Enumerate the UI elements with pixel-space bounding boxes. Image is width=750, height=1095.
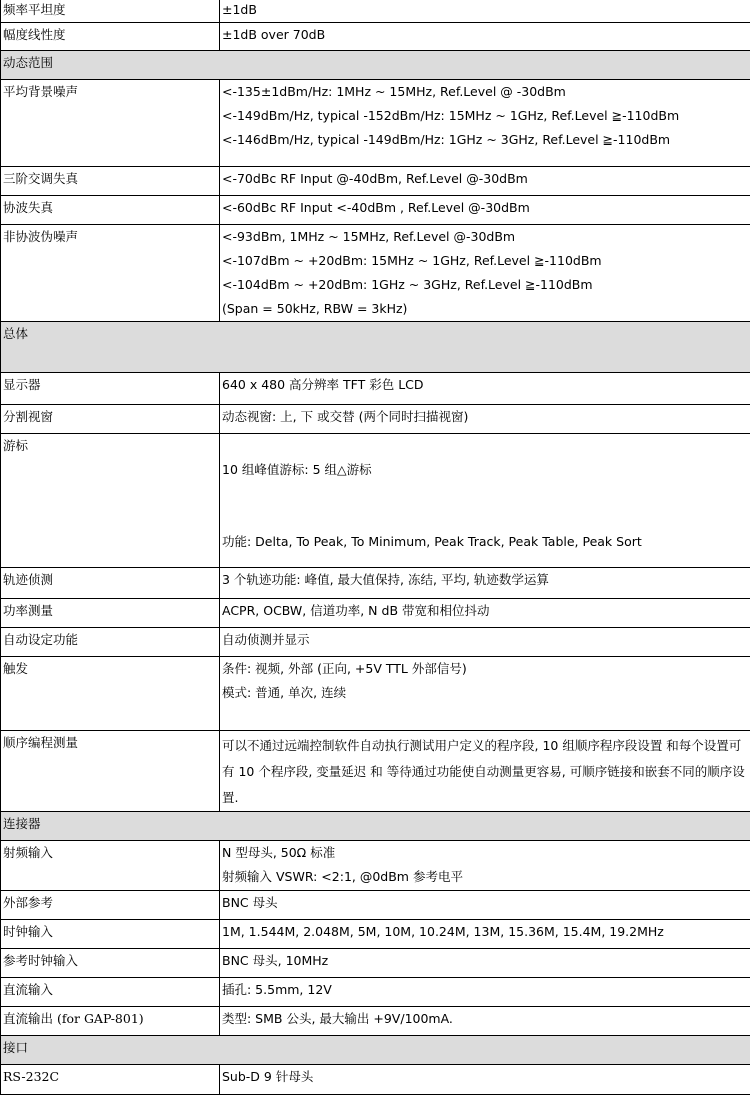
spec-label: 幅度线性度 <box>1 23 220 51</box>
spec-value-line: 自动侦测并显示 <box>222 628 750 652</box>
spec-row <box>1 225 750 322</box>
spec-value <box>220 23 750 51</box>
spec-label: 功率测量 <box>1 599 220 628</box>
spec-label: 平均背景噪声 <box>1 80 220 167</box>
spec-row <box>1 657 750 731</box>
spec-paragraph: 可以不通过远端控制软件自动执行测试用户定义的程序段, 10 组顺序程序段设置 和每个设置可有 10 个程序段, 变量延迟 和 等待通过功能使自动测量更容易, 可顺序链接和嵌套不同的顺序设置. <box>222 731 750 811</box>
spec-value-line: 插孔: 5.5mm, 12V <box>222 978 750 1002</box>
spec-value <box>220 225 750 322</box>
spec-value-line: N 型母头, 50Ω 标准 <box>222 841 750 865</box>
spec-row <box>1 1007 750 1036</box>
spec-value-line: <-107dBm ~ +20dBm: 15MHz ~ 1GHz, Ref.Level ≧-110dBm <box>222 249 750 273</box>
spec-value <box>220 599 750 628</box>
spec-value-line: BNC 母头, 10MHz <box>222 949 750 973</box>
spec-row <box>1 434 750 568</box>
spec-label: 非协波伪噪声 <box>1 225 220 322</box>
spec-value-line: 640 x 480 高分辨率 TFT 彩色 LCD <box>222 373 750 397</box>
spec-row <box>1 599 750 628</box>
spec-value-line: <-146dBm/Hz, typical -149dBm/Hz: 1GHz ~ 3GHz, Ref.Level ≧-110dBm <box>222 128 750 152</box>
spec-label: 顺序编程测量 <box>1 731 220 812</box>
spec-label: 触发 <box>1 657 220 731</box>
spec-value-line <box>222 506 750 530</box>
spec-value <box>220 1065 750 1095</box>
section-row <box>1 812 750 841</box>
spec-value <box>220 167 750 196</box>
spec-value-line: 动态视窗: 上, 下 或交替 (两个同时扫描视窗) <box>222 405 750 429</box>
section-row <box>1 51 750 80</box>
spec-value-line <box>222 434 750 458</box>
section-heading: 总体 <box>1 322 750 373</box>
spec-row <box>1 1065 750 1095</box>
spec-label: RS-232C <box>1 1065 220 1095</box>
spec-label: 频率平坦度 <box>1 0 220 23</box>
spec-value <box>220 196 750 225</box>
spec-row <box>1 167 750 196</box>
spec-label: 时钟输入 <box>1 920 220 949</box>
spec-value-line: <-93dBm, 1MHz ~ 15MHz, Ref.Level @-30dBm <box>222 225 750 249</box>
spec-label: 外部参考 <box>1 891 220 920</box>
spec-value-line <box>222 705 750 729</box>
spec-label: 自动设定功能 <box>1 628 220 657</box>
spec-row <box>1 731 750 812</box>
spec-label: 协波失真 <box>1 196 220 225</box>
spec-value-line: 功能: Delta, To Peak, To Minimum, Peak Track, Peak Table, Peak Sort <box>222 530 750 554</box>
section-row <box>1 1036 750 1065</box>
spec-value <box>220 978 750 1007</box>
spec-value-line: 射频输入 VSWR: <2:1, @0dBm 参考电平 <box>222 865 750 889</box>
section-heading: 动态范围 <box>1 51 750 80</box>
spec-row <box>1 80 750 167</box>
spec-row <box>1 373 750 405</box>
spec-label: 射频输入 <box>1 841 220 891</box>
spec-value <box>220 731 750 812</box>
spec-value-line: ±1dB over 70dB <box>222 23 750 47</box>
spec-value <box>220 891 750 920</box>
spec-row <box>1 891 750 920</box>
spec-row <box>1 949 750 978</box>
spec-value <box>220 80 750 167</box>
spec-value-line: <-149dBm/Hz, typical -152dBm/Hz: 15MHz ~ 1GHz, Ref.Level ≧-110dBm <box>222 104 750 128</box>
spec-value <box>220 920 750 949</box>
spec-value <box>220 1007 750 1036</box>
spec-value <box>220 405 750 434</box>
spec-value-line: 条件: 视频, 外部 (正向, +5V TTL 外部信号) <box>222 657 750 681</box>
spec-label: 轨迹侦测 <box>1 568 220 599</box>
spec-row <box>1 841 750 891</box>
spec-value-line: <-70dBc RF Input @-40dBm, Ref.Level @-30dBm <box>222 167 750 191</box>
spec-value <box>220 0 750 23</box>
spec-value <box>220 628 750 657</box>
spec-row <box>1 568 750 599</box>
spec-value-line <box>222 482 750 506</box>
spec-value-line: ±1dB <box>222 0 750 22</box>
spec-row <box>1 978 750 1007</box>
spec-label: 分割视窗 <box>1 405 220 434</box>
section-heading: 接口 <box>1 1036 750 1065</box>
spec-value-line: 10 组峰值游标: 5 组△游标 <box>222 458 750 482</box>
spec-row <box>1 628 750 657</box>
spec-value <box>220 949 750 978</box>
spec-value-line: 3 个轨迹功能: 峰值, 最大值保持, 冻结, 平均, 轨迹数学运算 <box>222 568 750 592</box>
spec-value-line: 1M, 1.544M, 2.048M, 5M, 10M, 10.24M, 13M, 15.36M, 15.4M, 19.2MHz <box>222 920 750 944</box>
spec-value-line: <-135±1dBm/Hz: 1MHz ~ 15MHz, Ref.Level @ -30dBm <box>222 80 750 104</box>
spec-value-line: <-104dBm ~ +20dBm: 1GHz ~ 3GHz, Ref.Level ≧-110dBm <box>222 273 750 297</box>
spec-value <box>220 434 750 568</box>
section-heading: 连接器 <box>1 812 750 841</box>
spec-row <box>1 23 750 51</box>
spec-value <box>220 657 750 731</box>
spec-value <box>220 373 750 405</box>
spec-value-line: 类型: SMB 公头, 最大输出 +9V/100mA. <box>222 1007 750 1031</box>
spec-label: 直流输出 (for GAP-801) <box>1 1007 220 1036</box>
spec-value-line: Sub-D 9 针母头 <box>222 1065 750 1089</box>
spec-value-line: BNC 母头 <box>222 891 750 915</box>
spec-row <box>1 0 750 23</box>
spec-value <box>220 841 750 891</box>
spec-label: 游标 <box>1 434 220 568</box>
spec-value-line: <-60dBc RF Input <-40dBm , Ref.Level @-30dBm <box>222 196 750 220</box>
spec-row <box>1 920 750 949</box>
spec-value <box>220 568 750 599</box>
spec-label: 参考时钟输入 <box>1 949 220 978</box>
spec-label: 显示器 <box>1 373 220 405</box>
spec-table-body <box>1 0 750 1095</box>
spec-label: 直流输入 <box>1 978 220 1007</box>
section-row <box>1 322 750 373</box>
spec-value-line: ACPR, OCBW, 信道功率, N dB 带宽和相位抖动 <box>222 599 750 623</box>
spec-value-line: (Span = 50kHz, RBW = 3kHz) <box>222 297 750 321</box>
spec-label: 三阶交调失真 <box>1 167 220 196</box>
spec-row <box>1 405 750 434</box>
spec-value-line: 模式: 普通, 单次, 连续 <box>222 681 750 705</box>
spec-row <box>1 196 750 225</box>
